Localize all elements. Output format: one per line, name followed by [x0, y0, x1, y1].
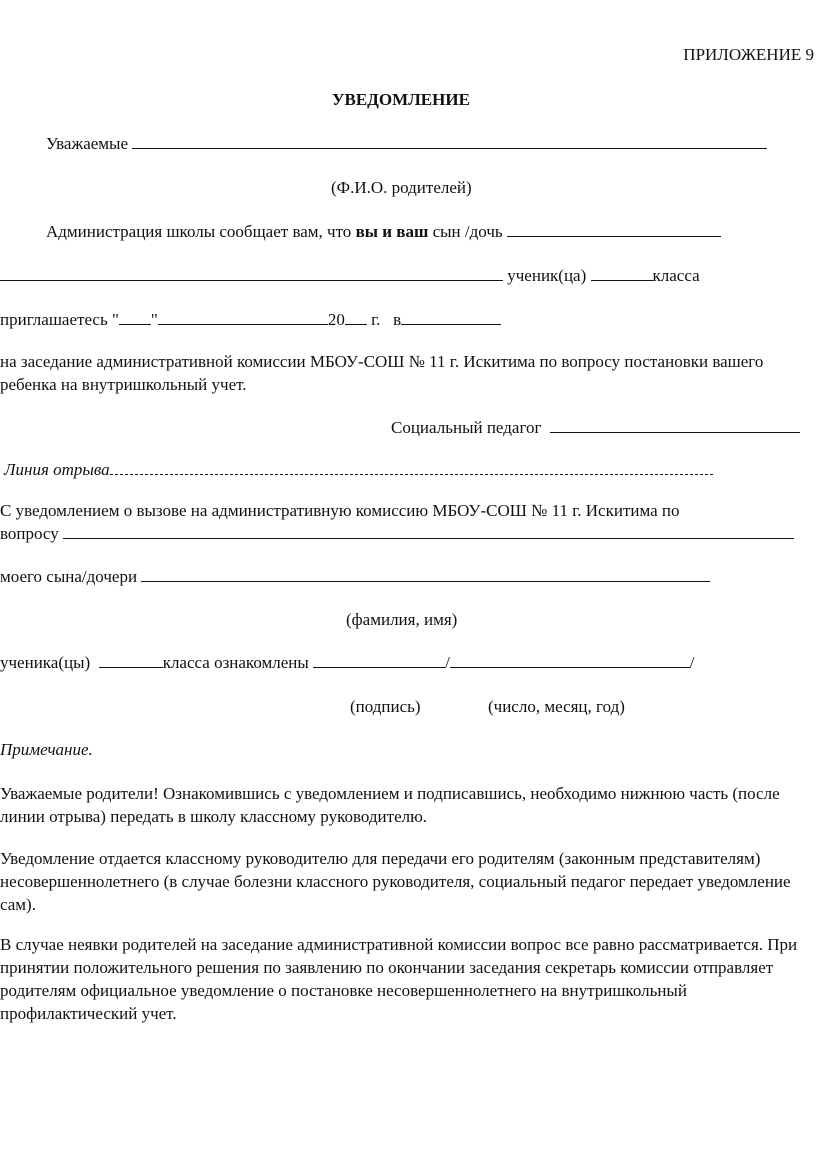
child-caption: (фамилия, имя) — [346, 610, 458, 629]
note-paragraph-2: Уведомление отдается классному руководителю для передачи его родителям (законным представителям) несовершеннолетнего (в случае болезни классного руководителя, социальный педагог передает уведомление сам). — [0, 849, 791, 914]
month-field[interactable] — [158, 309, 328, 325]
time-label: в — [393, 310, 402, 329]
class-label: класса — [652, 266, 700, 285]
note-paragraph-1: Уважаемые родители! Ознакомившись с уведомлением и подписавшись, необходимо нижнюю часть (после линии отрыва) передать в школу классному руководителю. — [0, 784, 780, 826]
date-field[interactable] — [450, 652, 690, 668]
admin-row — [46, 221, 721, 243]
class-field[interactable] — [591, 265, 653, 281]
admin-text: Администрация школы сообщает вам, что — [46, 222, 356, 241]
note-paragraph-3: В случае неявки родителей на заседание административной комиссии вопрос все равно рассматривается. При принятии положительного решения по заявлению по окончании заседания секретарь комиссии отправляет родителям официальное уведомление о постановке несовершеннолетнего на внутришкольный профилактический учет. — [0, 935, 798, 1023]
class-ack-label: класса ознакомлены — [162, 653, 309, 672]
admin-text-bold: вы и ваш — [355, 222, 429, 241]
slash-1: / — [445, 653, 450, 672]
invite-row — [0, 309, 501, 331]
social-teacher-row — [391, 417, 800, 439]
ack-question-label: вопросу — [0, 524, 59, 543]
invite-label: приглашаетесь " — [0, 310, 119, 329]
child-surname-field[interactable] — [141, 566, 710, 582]
date-caption: (число, месяц, год) — [488, 697, 625, 716]
parents-caption: (Ф.И.О. родителей) — [331, 178, 472, 197]
time-field[interactable] — [401, 309, 501, 325]
admin-text-suffix: сын /дочь — [428, 222, 503, 241]
student-label: ученик(ца) — [507, 266, 587, 285]
pupil-class-field[interactable] — [99, 652, 163, 668]
tear-line-label: Линия отрыва — [4, 460, 110, 479]
ack-question-row — [0, 523, 794, 545]
student-row — [0, 265, 700, 287]
year-suffix: г. — [371, 310, 381, 329]
tear-line-row — [4, 459, 713, 481]
child-fullname-field[interactable] — [0, 265, 503, 281]
signature-caption: (подпись) — [350, 697, 421, 716]
tear-line — [110, 459, 713, 475]
child-name-field[interactable] — [507, 221, 721, 237]
pupil-label: ученика(цы) — [0, 653, 91, 672]
child-label: моего сына/дочери — [0, 567, 138, 586]
child-row — [0, 566, 710, 588]
greeting-row — [46, 133, 767, 155]
greeting-label: Уважаемые — [46, 134, 129, 153]
question-field[interactable] — [63, 523, 794, 539]
slash-2: / — [689, 653, 695, 672]
meeting-text: на заседание административной комиссии МБОУ-СОШ № 11 г. Искитима по вопросу постановки вашего ребенка на внутришкольный учет. — [0, 352, 764, 394]
social-teacher-label: Социальный педагог — [391, 418, 542, 437]
signature-field[interactable] — [313, 652, 445, 668]
year-prefix: 20 — [327, 310, 345, 329]
day-field[interactable] — [119, 309, 151, 325]
parents-name-field[interactable] — [132, 133, 767, 149]
quote-close: " — [150, 310, 158, 329]
note-title: Примечание. — [0, 740, 93, 759]
social-teacher-signature-field[interactable] — [550, 417, 800, 433]
year-field[interactable] — [345, 309, 367, 325]
ack-text: С уведомлением о вызове на административную комиссию МБОУ-СОШ № 11 г. Искитима по — [0, 501, 680, 520]
appendix-label: ПРИЛОЖЕНИЕ 9 — [683, 45, 814, 64]
pupil-row — [0, 652, 695, 674]
document-title: УВЕДОМЛЕНИЕ — [332, 90, 470, 109]
